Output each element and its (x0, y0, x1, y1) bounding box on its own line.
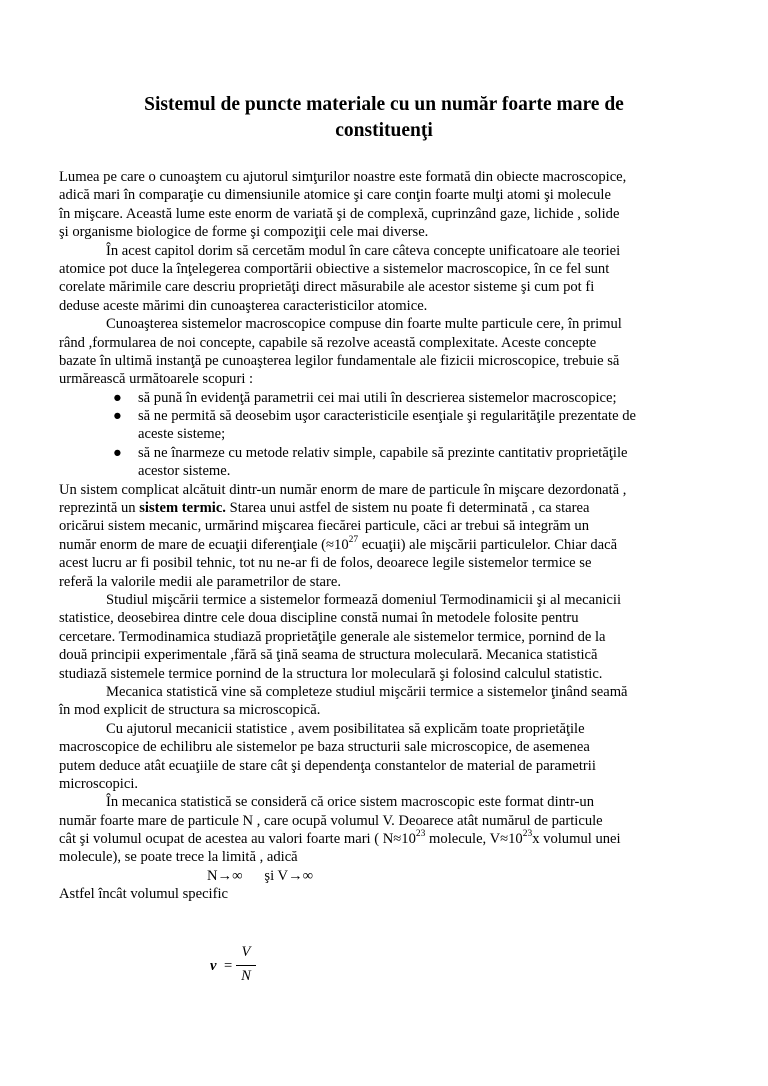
text-line (59, 499, 719, 517)
page-title (80, 92, 688, 144)
text-run: Starea unui astfel de sistem nu poate fi determinată , ca starea (225, 500, 590, 517)
bullet-icon: ● (113, 444, 122, 461)
text-line: În mecanica statistică se consideră că orice sistem macroscopic este format dintr-un (106, 794, 594, 811)
bullet-text: să pună în evidenţă parametrii cei mai utili în descrierea sistemelor macroscopice; (138, 389, 617, 406)
bullet-item (59, 444, 719, 462)
text-line: Mecanica statistică vine să completeze studiul mişcării termice a sistemelor ţinând seamă (106, 683, 628, 700)
text-run: cât şi volumul ocupat de acestea au valori foarte mari ( N≈10 (59, 831, 416, 848)
text-line: deduse aceste mărimi din cunoaşterea caracteristicilor atomice. (59, 297, 428, 314)
formula-equals: = (224, 958, 233, 974)
text-line: cercetare. Termodinamica studiază proprietăţile generale ale sistemelor termice, pornind de la (59, 628, 606, 645)
text-line: Lumea pe care o cunoaştem cu ajutorul simţurilor noastre este formată din obiecte macroscopice, (59, 169, 627, 185)
text-line: şi organisme biologice de forme şi compoziţii cele mai diverse. (59, 224, 429, 241)
text-line: molecule), se poate trece la limită , adică (59, 849, 298, 866)
text-line: două principii experimentale ,fără să ţină seama de structura moleculară. Mecanica statistică (59, 647, 598, 664)
text-line: atomice pot duce la înţelegerea comportării obiective a sistemelor macroscopice, în ce fel sunt (59, 260, 610, 277)
formula-numerator: V (241, 944, 251, 960)
text-line: putem deduce atât ecuaţiile de stare cât şi dependenţa constantelor de material de parametrii (59, 757, 596, 774)
text-run: reprezintă un (59, 500, 140, 517)
bullet-icon: ● (113, 408, 122, 425)
text-line: referă la valorile medii ale parametrilor de stare. (59, 573, 341, 590)
text-line: Un sistem complicat alcătuit dintr-un număr enorm de mare de particule în mişcare dezordonată , (59, 481, 627, 498)
text-line: Studiul mişcării termice a sistemelor formează domeniul Termodinamicii şi al mecanicii (106, 591, 622, 608)
text-line: bazate în ultimă instanţă pe cunoaşterea legilor fundamentale ale fizicii microscopice, trebuie să (59, 352, 620, 369)
text-run: molecule, V≈10 (425, 831, 523, 848)
text-run: x volumul unei (532, 831, 621, 848)
text-line: adică mari în comparaţie cu dimensiunile atomice şi care conţin foarte mulţi atomi şi molecule (59, 187, 611, 204)
text-run: număr enorm de mare de ecuaţii diferenţiale (≈10 (59, 536, 349, 553)
text-line (59, 536, 719, 554)
bold-term: sistem termic. (139, 500, 226, 517)
bullet-text: să ne permită să deosebim uşor caracteristicile esenţiale şi regularităţile prezentate de (138, 408, 636, 425)
bullet-continuation: acestor sisteme. (138, 463, 231, 480)
text-line: acest lucru ar fi posibil tehnic, tot nu ne-ar fi de folos, deoarece legile sistemelor termice se (59, 555, 592, 572)
superscript: 23 (415, 829, 426, 840)
text-line: urmărească următoarele scopuri : (59, 371, 254, 388)
bullet-text: să ne înarmeze cu metode relativ simple, capabile să prezinte cantitativ proprietăţile (138, 444, 628, 461)
bullet-continuation: aceste sisteme; (138, 426, 226, 443)
title-line-1: Sistemul de puncte materiale cu un număr foarte mare de (144, 94, 624, 115)
title-line-2: constituenţi (335, 120, 433, 141)
text-line: statistice, deosebirea dintre cele doua discipline constă numai în metodele folosite pentru (59, 610, 579, 627)
text-line: Astfel încât volumul specific (59, 886, 228, 903)
text-line: corelate mărimile care descriu proprietăţi direct măsurabile ale acestor sisteme şi cum pot fi (59, 279, 595, 296)
text-line: microscopici. (59, 775, 139, 792)
text-line: rând ,formularea de noi concepte, capabile să rezolve această complexitate. Aceste concepte (59, 334, 597, 351)
text-line: în mod explicit de structura sa microscopică. (59, 702, 321, 719)
text-line: studiază sistemele termice pornind de la structura lor moleculară şi folosind calculul statistic. (59, 665, 603, 682)
text-line (59, 830, 719, 848)
bullet-item (59, 389, 719, 407)
text-line: În acest capitol dorim să cercetăm modul în care câteva concepte unificatoare ale teoriei (106, 242, 621, 259)
text-line: număr foarte mare de particule N , care ocupă volumul V. Deoarece atât numărul de particule (59, 812, 603, 829)
superscript: 23 (522, 829, 533, 840)
text-line: Cunoaşterea sistemelor macroscopice compuse din foarte multe particule cere, în primul (106, 316, 622, 333)
text-line: macroscopice de echilibru ale sistemelor pe baza structurii sale microscopice, de asemenea (59, 739, 590, 756)
formula-lhs: v (210, 958, 217, 974)
bullet-icon: ● (113, 389, 122, 406)
formula-denominator: N (241, 968, 251, 984)
fraction-bar (236, 965, 256, 966)
text-line: oricărui sistem mecanic, urmărind mişcarea fiecărei particule, căci ar trebui să integrăm un (59, 518, 589, 535)
text-line: în mişcare. Această lume este enorm de variată şi de complexă, cuprinzând gaze, lichide , solide (59, 205, 620, 222)
limit-formula: N→∞ şi V→∞ (207, 867, 314, 884)
text-run: ecuaţii) ale mişcării particulelor. Chiar dacă (358, 536, 618, 553)
document-body (59, 168, 719, 904)
bullet-item (59, 407, 719, 425)
text-line: Cu ajutorul mecanicii statistice , avem posibilitatea să explicăm toate proprietăţile (106, 720, 585, 737)
superscript: 27 (348, 534, 359, 545)
